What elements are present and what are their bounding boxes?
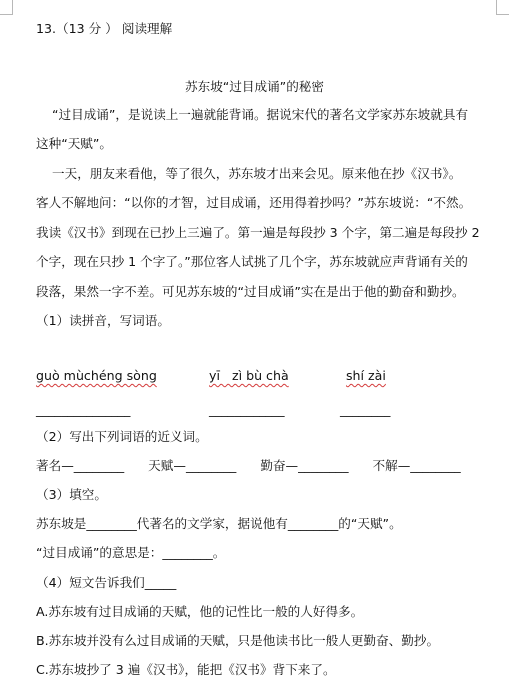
q1-prompt: （1）读拼音，写词语。 (36, 313, 170, 328)
answer-blank-3[interactable]: ________ (340, 402, 391, 417)
q4-option-a[interactable]: A.苏东坡有过目成诵的天赋，他的记性比一般的人好得多。 (36, 604, 364, 619)
passage-para2-line2: 客人不解地问：“以你的才智，过目成诵，还用得着抄吗？”苏东坡说：“不然。 (36, 195, 472, 210)
passage-para2-line5: 段落，果然一字不差。可见苏东坡的“过目成诵”实在是出于他的勤奋和勤抄。 (36, 284, 465, 299)
q3-fill-line1[interactable]: 苏东坡是________代著名的文学家，据说他有________的“天赋”。 (36, 516, 402, 531)
q4-prompt: （4）短文告诉我们_____ (36, 575, 177, 590)
answer-blank-2[interactable]: ____________ (209, 402, 285, 417)
q4-option-b[interactable]: B.苏东坡并没有么过目成诵的天赋，只是他读书比一般人更勤奋、勤抄。 (36, 633, 440, 648)
q3-fill-line2[interactable]: “过目成诵”的意思是：________。 (36, 545, 226, 560)
passage-para1-line2: 这种“天赋”。 (36, 136, 113, 151)
page-corner-mark-right (496, 0, 509, 15)
answer-blank-1[interactable]: _______________ (36, 402, 131, 417)
page-corner-mark-left (0, 0, 13, 15)
q4-option-c[interactable]: C.苏东坡抄了 3 遍《汉书》，能把《汉书》背下来了。 (36, 662, 336, 677)
q2-synonym-items[interactable]: 著名—________ 天赋—________ 勤奋—________ 不解—________ (36, 458, 461, 473)
passage-title: 苏东坡“过目成诵”的秘密 (185, 79, 324, 94)
q3-prompt: （3）填空。 (36, 487, 107, 502)
question-header: 13.（13 分 ） 阅读理解 (36, 21, 173, 36)
pinyin-item-2: yī zì bù chà (209, 368, 289, 383)
pinyin-item-1: guò mùchéng sòng (36, 368, 157, 383)
passage-para2-line3: 我读《汉书》到现在已抄上三遍了。第一遍是每段抄 3 个字，第二遍是每段抄 2 (36, 225, 480, 240)
pinyin-item-3: shí zài (346, 368, 386, 383)
passage-para1-line1: “过目成诵”，是说读上一遍就能背诵。据说宋代的著名文学家苏东坡就具有 (52, 107, 469, 122)
q2-prompt: （2）写出下列词语的近义词。 (36, 429, 208, 444)
passage-para2-line1: 一天，朋友来看他，等了很久，苏东坡才出来会见。原来他在抄《汉书》。 (52, 166, 462, 181)
passage-para2-line4: 个字，现在只抄 1 个字了。”那位客人试挑了几个字，苏东坡就应声背诵有关的 (36, 254, 468, 269)
